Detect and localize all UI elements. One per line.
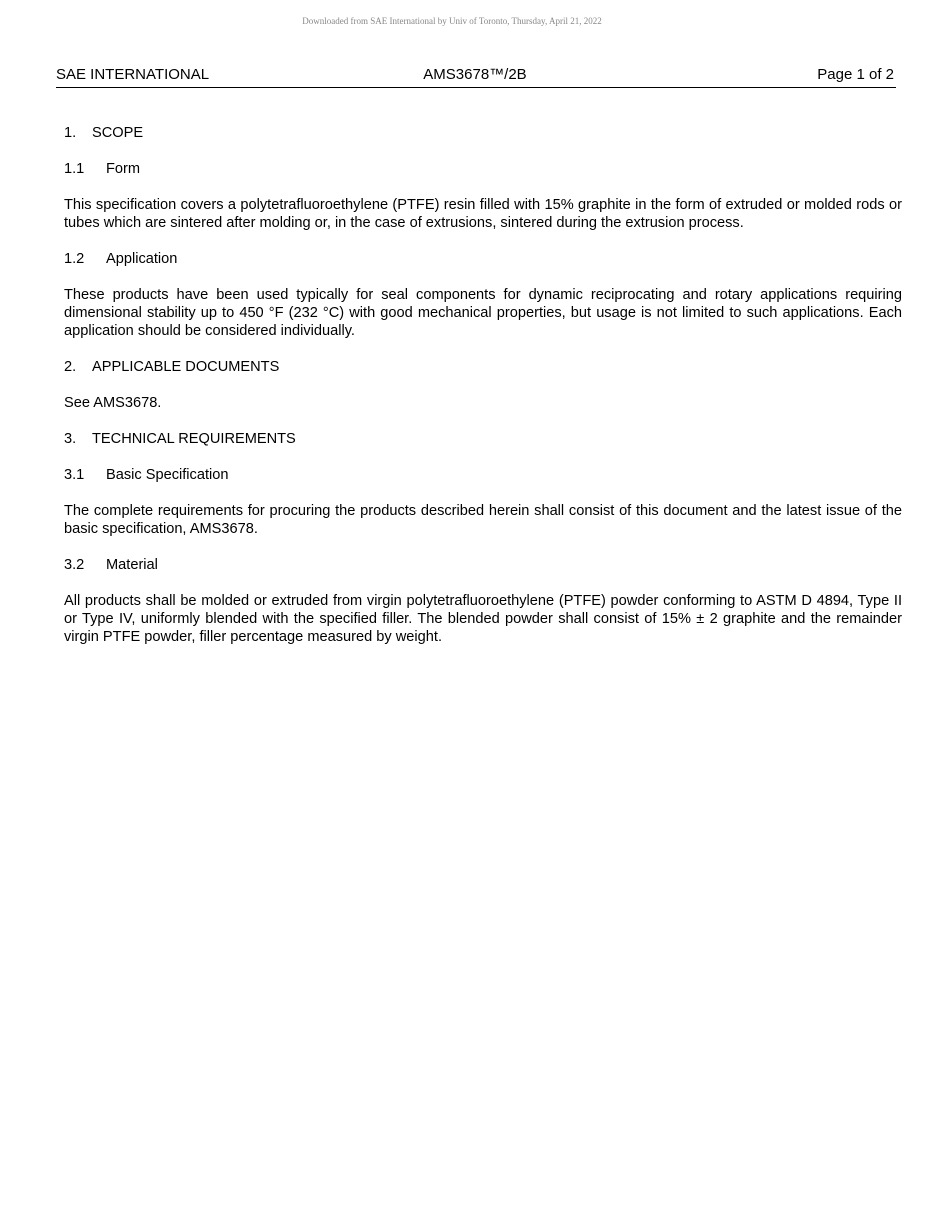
section-3-1-paragraph: The complete requirements for procuring the products described herein shall consist of this document and the latest issue of the basic specification, AMS3678. xyxy=(64,503,902,537)
download-watermark: Downloaded from SAE International by Univ of Toronto, Thursday, April 21, 2022 xyxy=(302,16,602,26)
section-2-paragraph: See AMS3678. xyxy=(64,395,162,411)
section-1-2-paragraph: These products have been used typically for seal components for dynamic reciprocating and rotary applications requiring dimensional stability up to 450 °F (232 °C) with good mechanical properties, but usage is not limited to such applications. Each application should be considered individually. xyxy=(64,287,902,339)
section-title: Application xyxy=(106,251,178,267)
section-1-2-heading xyxy=(64,250,902,268)
section-title: Form xyxy=(106,161,141,177)
section-3-1-heading xyxy=(64,466,902,484)
section-title: APPLICABLE DOCUMENTS xyxy=(92,359,280,375)
header-document-id: AMS3678™/2B xyxy=(423,66,527,83)
section-number: 3.1 xyxy=(64,467,85,483)
page-header xyxy=(56,66,896,88)
document-body xyxy=(64,124,902,646)
section-title: Basic Specification xyxy=(106,467,229,483)
section-title: TECHNICAL REQUIREMENTS xyxy=(92,431,296,447)
section-number: 1. xyxy=(64,125,77,141)
section-number: 3.2 xyxy=(64,557,85,573)
section-3-2-heading xyxy=(64,556,902,574)
section-number: 1.2 xyxy=(64,251,85,267)
section-1-1-paragraph: This specification covers a polytetrafluoroethylene (PTFE) resin filled with 15% graphite in the form of extruded or molded rods or tubes which are sintered after molding or, in the case of extrusions, sintered during the extrusion process. xyxy=(64,197,902,231)
section-2-heading xyxy=(64,358,902,376)
section-title: Material xyxy=(106,557,158,573)
header-page-number: Page 1 of 2 xyxy=(817,66,894,83)
section-3-2-paragraph: All products shall be molded or extruded from virgin polytetrafluoroethylene (PTFE) powder conforming to ASTM D 4894, Type II or Type IV, uniformly blended with the specified filler. The blended powder shall consist of 15% ± 2 graphite and the remainder virgin PTFE powder, filler percentage measured by weight. xyxy=(64,593,902,645)
section-number: 1.1 xyxy=(64,161,85,177)
section-1-heading xyxy=(64,124,902,142)
header-organization: SAE INTERNATIONAL xyxy=(56,66,210,83)
section-title: SCOPE xyxy=(92,125,144,141)
section-1-1-heading xyxy=(64,160,902,178)
section-number: 3. xyxy=(64,431,77,447)
section-number: 2. xyxy=(64,359,77,375)
section-3-heading xyxy=(64,430,902,448)
